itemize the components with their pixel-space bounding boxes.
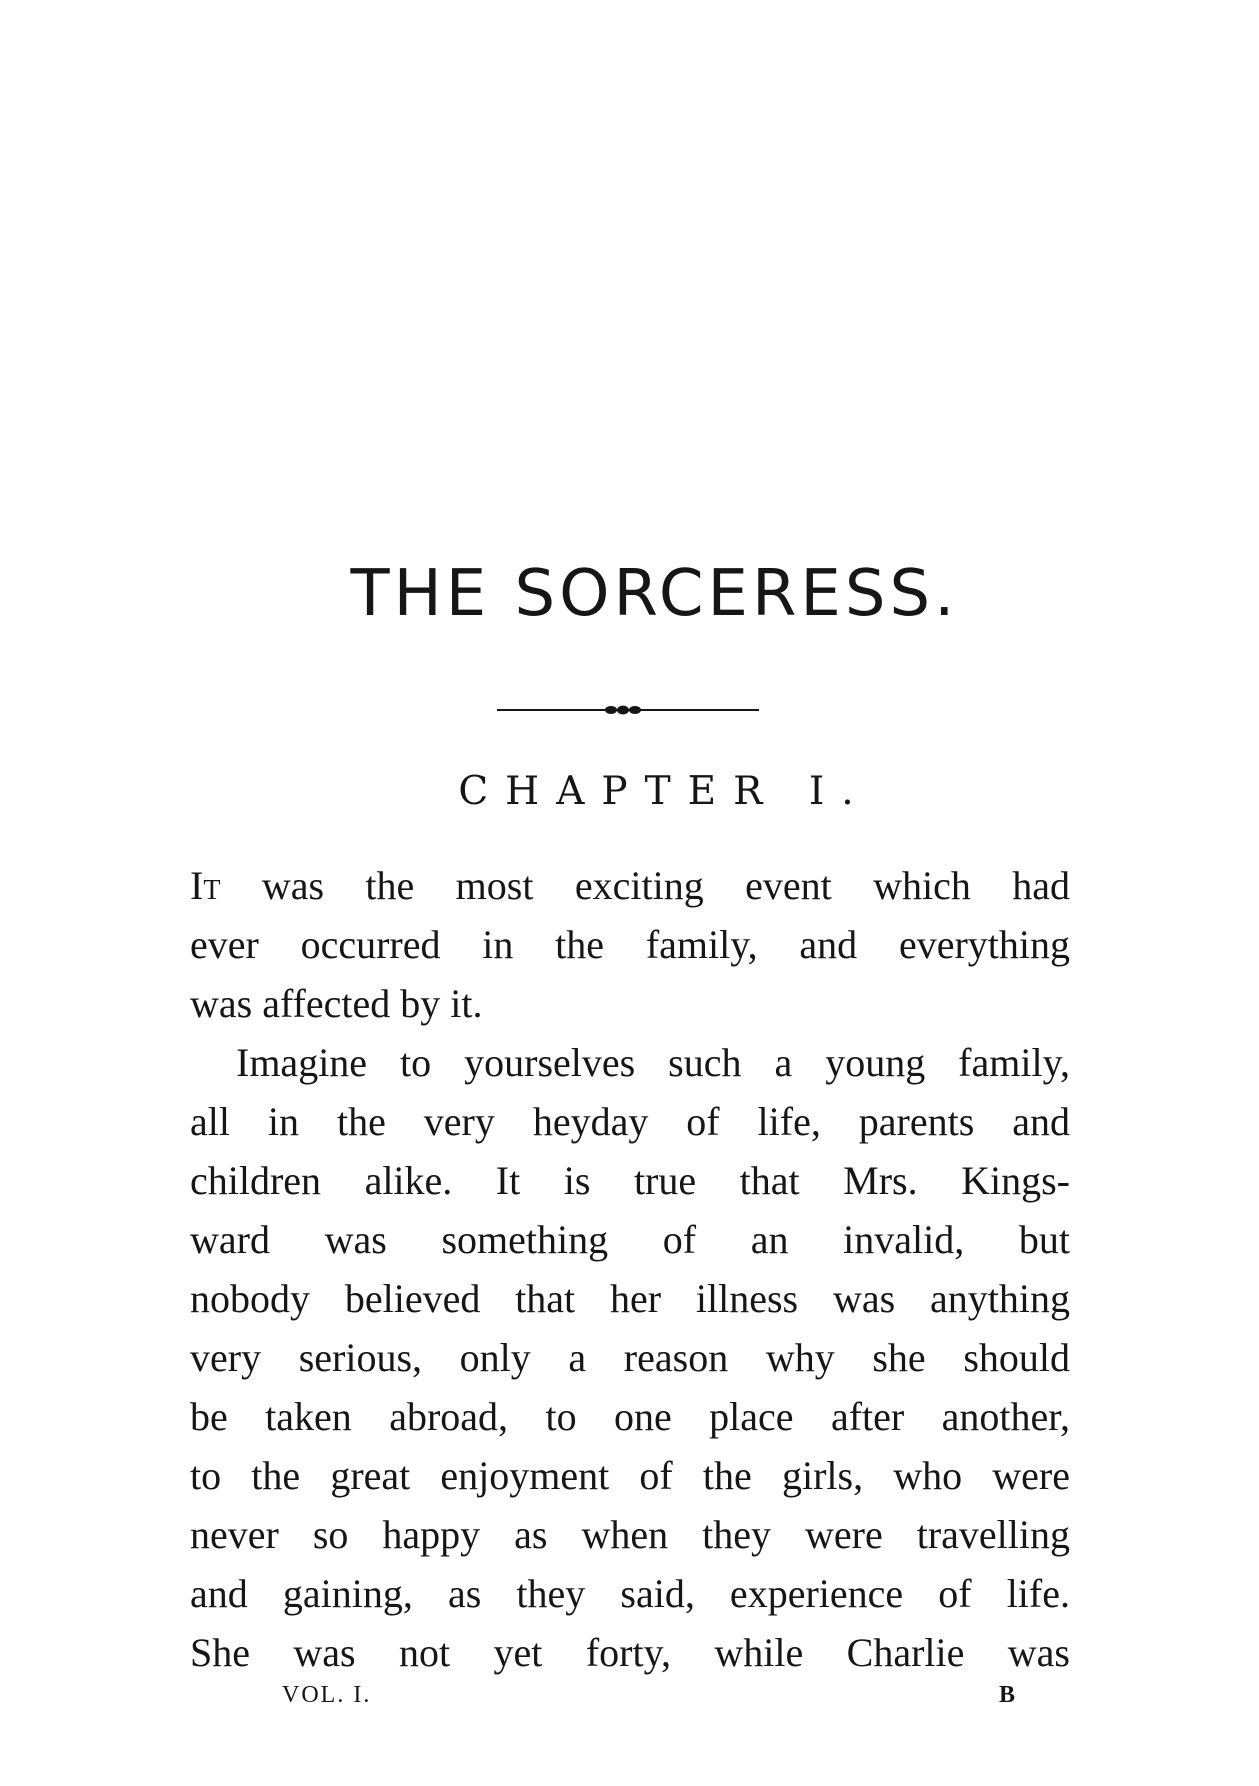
volume-label: VOL. I. — [282, 1682, 372, 1708]
text-line: She was not yet forty, while Charlie was — [190, 1630, 1070, 1675]
text-line — [190, 856, 1070, 915]
text-line: all in the very heyday of life, parents and — [190, 1099, 1070, 1144]
body-text — [190, 856, 1070, 1682]
signature-mark: B — [999, 1682, 1018, 1708]
paragraph-1 — [190, 856, 1070, 1033]
text-line: be taken abroad, to one place after another, — [190, 1394, 1070, 1439]
opening-word: It — [190, 863, 221, 908]
text-line-content: was the most exciting event which had — [220, 863, 1070, 908]
page-footer — [0, 1682, 1259, 1722]
text-line: was affected by it. — [190, 981, 483, 1026]
text-line: very serious, only a reason why she should — [190, 1335, 1070, 1380]
text-line: ever occurred in the family, and everything — [190, 922, 1070, 967]
text-line: nobody believed that her illness was anything — [190, 1276, 1070, 1321]
text-line: never so happy as when they were travelling — [190, 1512, 1070, 1557]
chapter-heading: CHAPTER I. — [458, 769, 871, 814]
text-line: ward was something of an invalid, but — [190, 1217, 1070, 1262]
book-title: THE SORCERESS. — [350, 557, 959, 631]
ornamental-rule — [497, 702, 759, 718]
text-line: Imagine to yourselves such a young family, — [236, 1040, 1070, 1085]
paragraph-2 — [190, 1033, 1070, 1682]
text-line: children alike. It is true that Mrs. Kings- — [190, 1158, 1070, 1203]
text-line: and gaining, as they said, experience of life. — [190, 1571, 1070, 1616]
text-line: to the great enjoyment of the girls, who were — [190, 1453, 1070, 1498]
